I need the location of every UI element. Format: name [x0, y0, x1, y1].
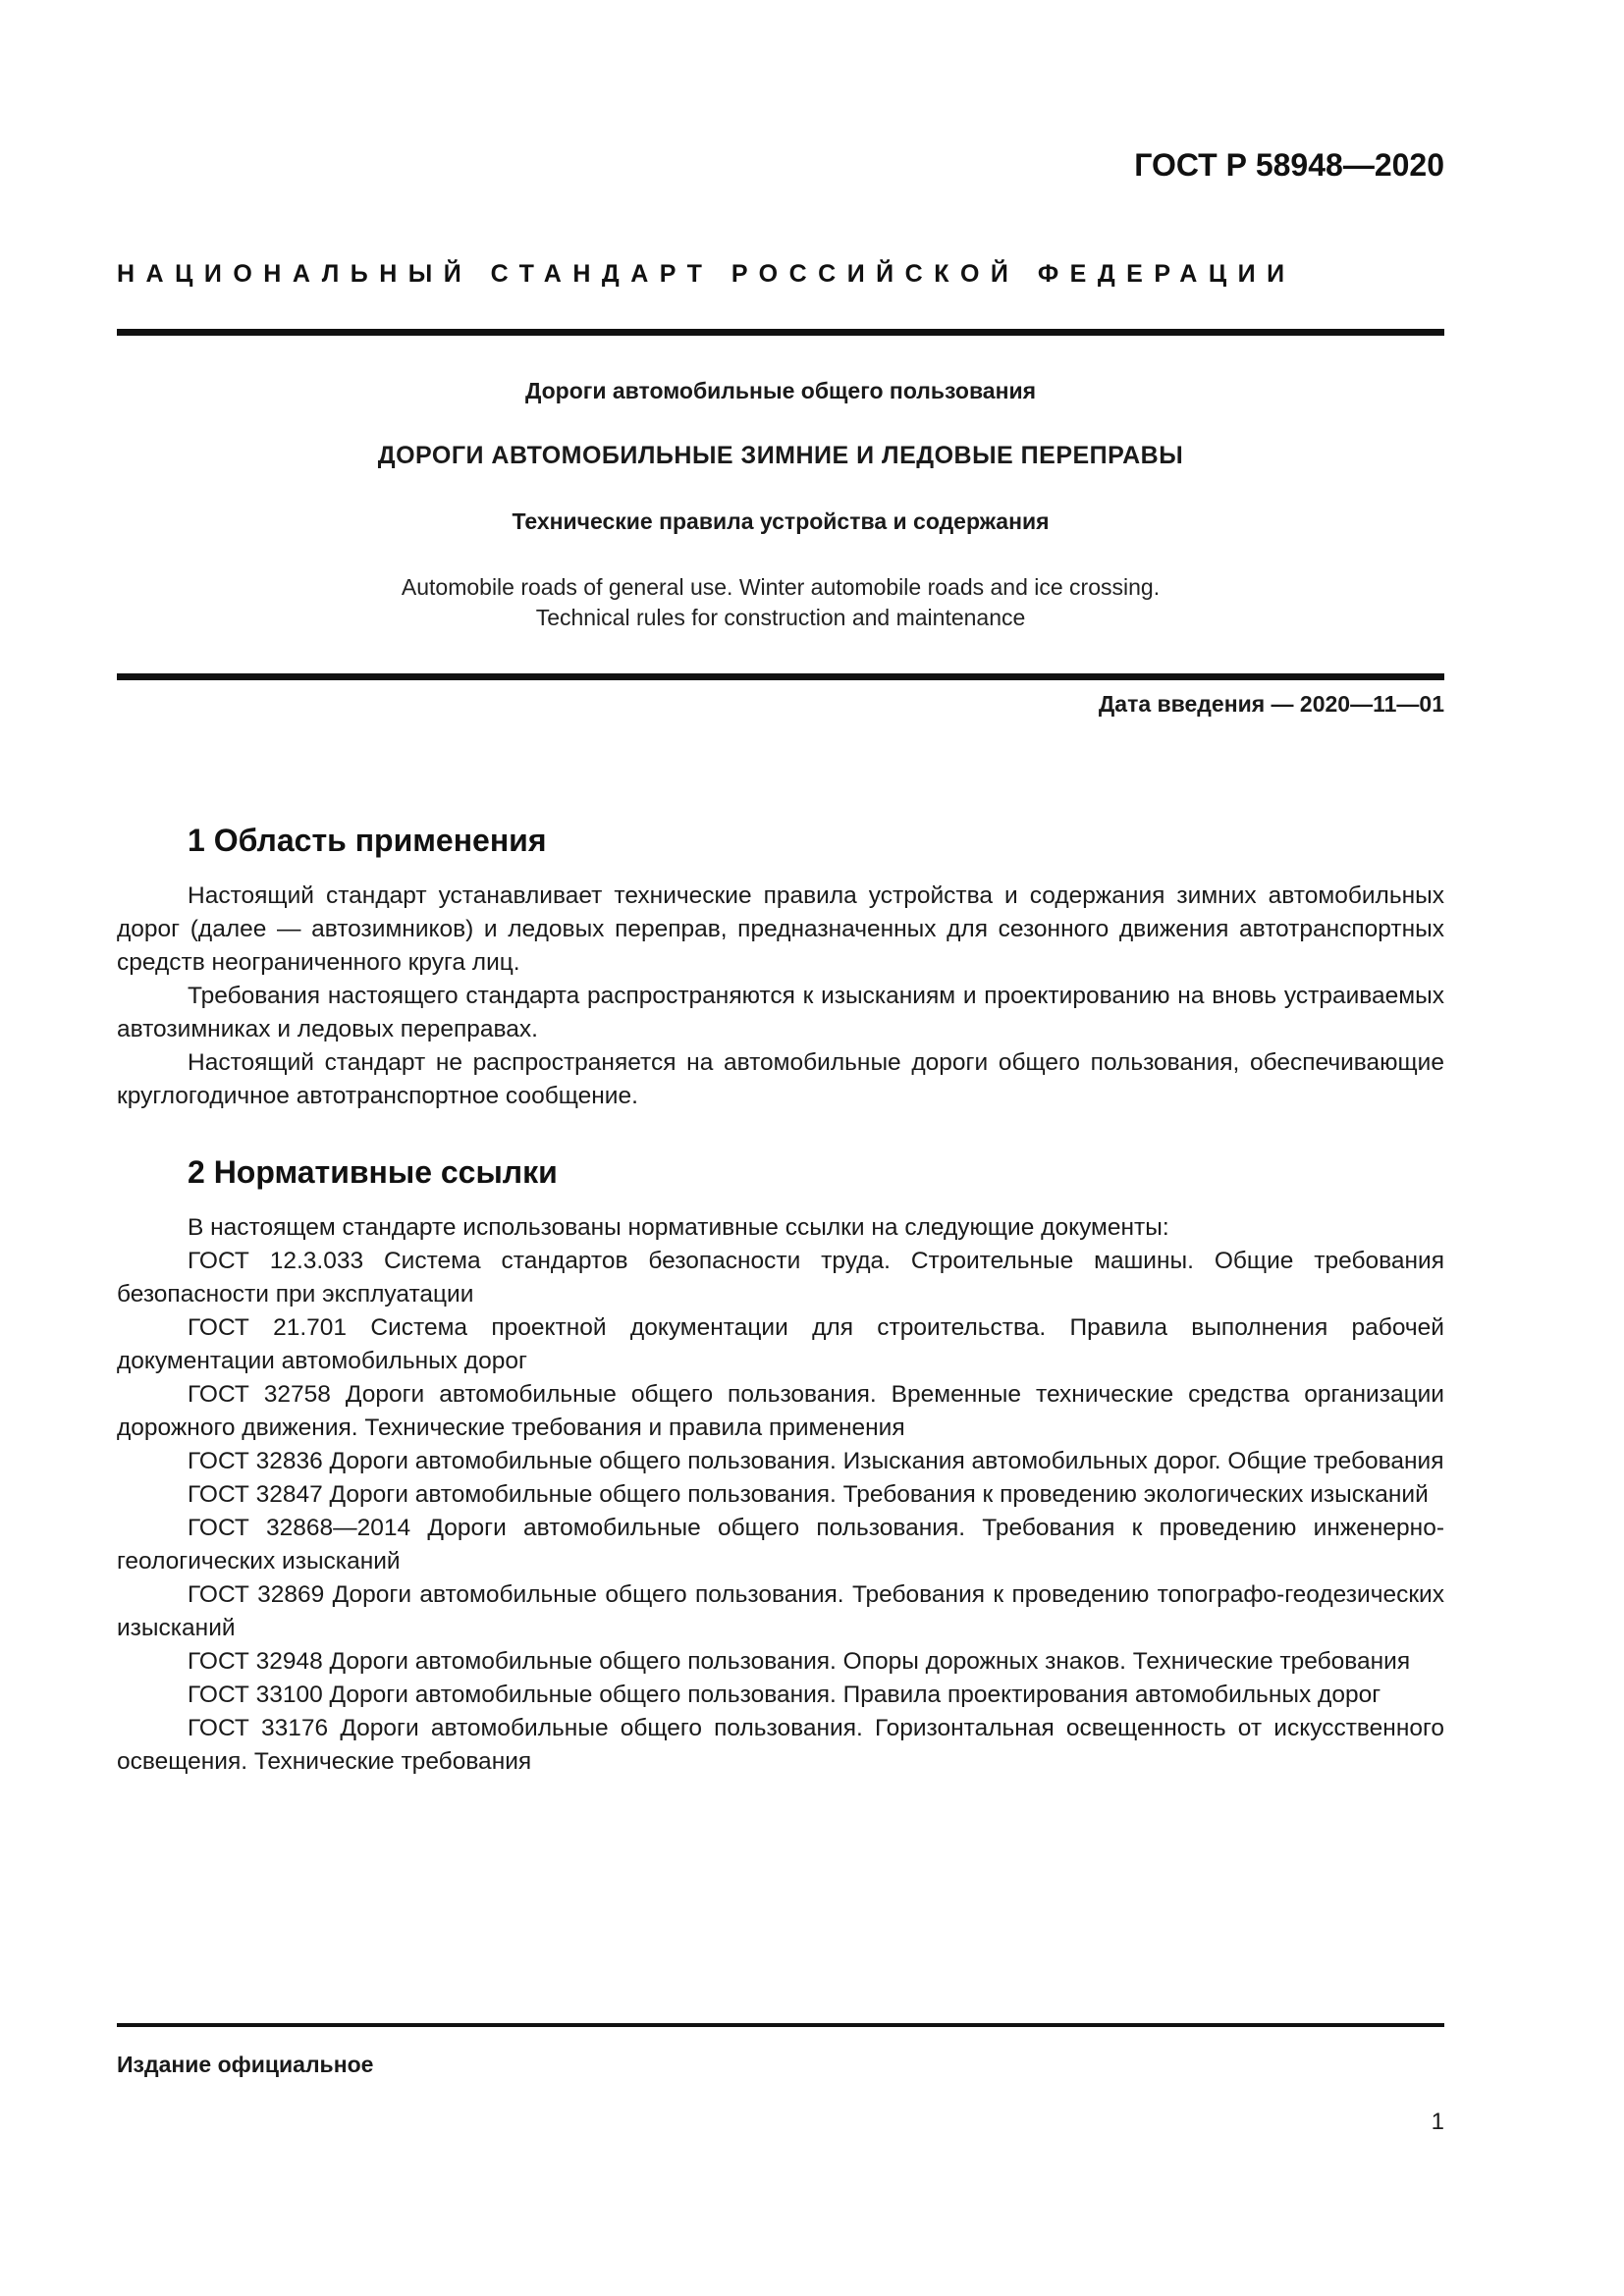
title-subtitle: Технические правила устройства и содержания: [512, 508, 1050, 534]
reference-item: ГОСТ 32868—2014 Дороги автомобильные общего пользования. Требования к проведению инженерно-геологических изысканий: [117, 1515, 1444, 1575]
section-2-intro: В настоящем стандарте использованы нормативные ссылки на следующие документы:: [188, 1214, 1169, 1241]
reference-item: ГОСТ 21.701 Система проектной документации для строительства. Правила выполнения рабочей документации автомобильных дорог: [117, 1314, 1444, 1374]
title-english-line-1: Automobile roads of general use. Winter automobile roads and ice crossing.: [401, 574, 1161, 600]
introduction-date: Дата введения — 2020—11—01: [1098, 691, 1444, 717]
title-category: Дороги автомобильные общего пользования: [524, 378, 1037, 403]
edition-label: Издание официальное: [117, 2052, 374, 2077]
footer-divider: [117, 2023, 1444, 2027]
document-page: [117, 0, 1444, 2296]
document-body: [117, 821, 1444, 1779]
national-standard-banner: НАЦИОНАЛЬНЫЙ СТАНДАРТ РОССИЙСКОЙ ФЕДЕРАЦИИ: [117, 260, 1296, 288]
reference-item: ГОСТ 12.3.033 Система стандартов безопасности труда. Строительные машины. Общие требования безопасности при эксплуатации: [117, 1248, 1444, 1308]
reference-item: ГОСТ 33176 Дороги автомобильные общего пользования. Горизонтальная освещенность от искусственного освещения. Технические требования: [117, 1715, 1444, 1775]
reference-item: ГОСТ 33100 Дороги автомобильные общего пользования. Правила проектирования автомобильных дорог: [188, 1682, 1381, 1708]
header-divider: [117, 329, 1444, 336]
reference-item: ГОСТ 32869 Дороги автомобильные общего пользования. Требования к проведению топографо-геодезических изысканий: [117, 1581, 1444, 1641]
section-1-paragraph: Настоящий стандарт не распространяется на автомобильные дороги общего пользования, обеспечивающие круглогодичное автотранспортное сообщение.: [117, 1049, 1444, 1109]
title-divider: [117, 673, 1444, 680]
section-2-heading: 2 Нормативные ссылки: [188, 1154, 558, 1190]
document-number: ГОСТ Р 58948—2020: [1134, 147, 1444, 183]
section-1-paragraph: Настоящий стандарт устанавливает технические правила устройства и содержания зимних автомобильных дорог (далее — автозимников) и ледовых переправ, предназначенных для сезонного движения автотранспортных средств неограниченного круга лиц.: [117, 882, 1444, 976]
page-number: 1: [1431, 2109, 1444, 2135]
reference-item: ГОСТ 32847 Дороги автомобильные общего пользования. Требования к проведению экологических изысканий: [188, 1481, 1429, 1508]
title-english-line-2: Technical rules for construction and maintenance: [535, 605, 1026, 630]
section-1-paragraph: Требования настоящего стандарта распространяются к изысканиям и проектированию на вновь устраиваемых автозимниках и ледовых переправах.: [117, 983, 1444, 1042]
reference-item: ГОСТ 32758 Дороги автомобильные общего пользования. Временные технические средства организации дорожного движения. Технические требования и правила применения: [117, 1381, 1444, 1441]
section-1-heading: 1 Область применения: [188, 823, 547, 858]
title-english: [117, 572, 1444, 633]
reference-item: ГОСТ 32836 Дороги автомобильные общего пользования. Изыскания автомобильных дорог. Общие требования: [188, 1448, 1444, 1474]
title-main: ДОРОГИ АВТОМОБИЛЬНЫЕ ЗИМНИЕ И ЛЕДОВЫЕ ПЕРЕПРАВЫ: [377, 442, 1184, 469]
reference-item: ГОСТ 32948 Дороги автомобильные общего пользования. Опоры дорожных знаков. Технические требования: [188, 1648, 1411, 1675]
